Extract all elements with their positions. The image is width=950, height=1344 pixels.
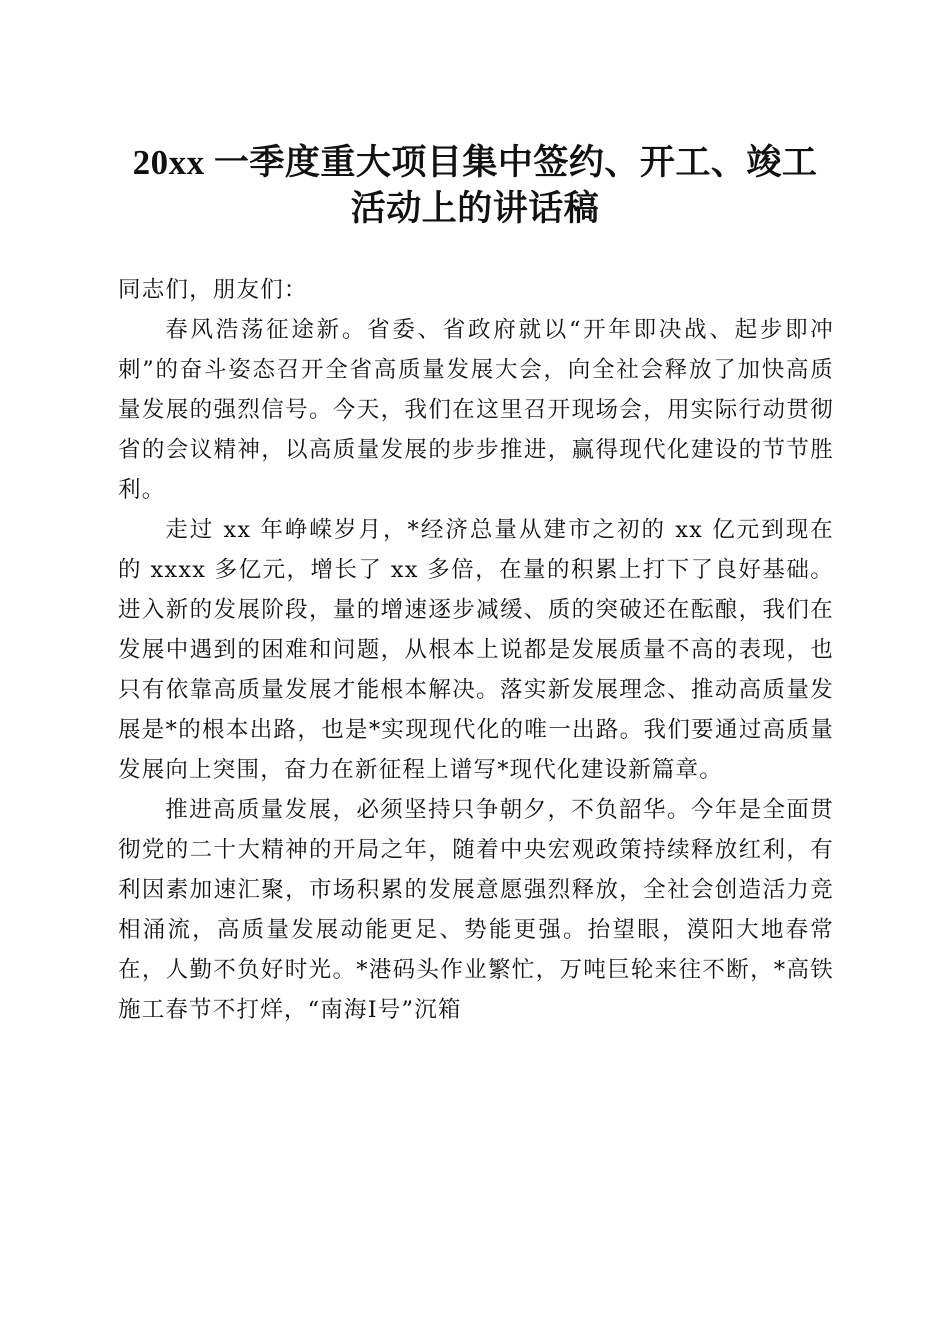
paragraph-1: 春风浩荡征途新。省委、省政府就以“开年即决战、起步即冲刺”的奋斗姿态召开全省高质量发展大会，向全社会释放了加快高质量发展的强烈信号。今天，我们在这里召开现场会，用实际行动贯彻省的会议精神，以高质量发展的步步推进，赢得现代化建设的节节胜利。	[118, 317, 834, 503]
paragraph-2: 走过 xx 年峥嵘岁月，*经济总量从建市之初的 xx 亿元到现在的 xxxx 多亿元，增长了 xx 多倍，在量的积累上打下了良好基础。进入新的发展阶段，量的增速逐步减缓、质的突破还在酝酿，我们在发展中遇到的困难和问题，从根本上说都是发展质量不高的表现，也只有依靠高质量发展才能根本解决。落实新发展理念、推动高质量发展是*的根本出路，也是*实现现代化的唯一出路。我们要通过高质量发展向上突围，奋力在新征程上谱写*现代化建设新篇章。	[118, 517, 834, 783]
document-body	[118, 270, 834, 1030]
paragraph-3: 推进高质量发展，必须坚持只争朝夕，不负韶华。今年是全面贯彻党的二十大精神的开局之年，随着中央宏观政策持续释放红利，有利因素加速汇聚，市场积累的发展意愿强烈释放，全社会创造活力竞相涌流，高质量发展动能更足、势能更强。抬望眼，漠阳大地春常在，人勤不负好时光。*港码头作业繁忙，万吨巨轮来往不断，*高铁施工春节不打烊，“南海Ⅰ号”沉箱	[118, 797, 834, 1023]
salutation: 同志们，朋友们：	[118, 277, 308, 303]
title-line-2: 活动上的讲话稿	[350, 189, 600, 228]
document-title	[110, 140, 840, 232]
title-line-1: 20xx 一季度重大项目集中签约、开工、竣工	[132, 143, 818, 182]
